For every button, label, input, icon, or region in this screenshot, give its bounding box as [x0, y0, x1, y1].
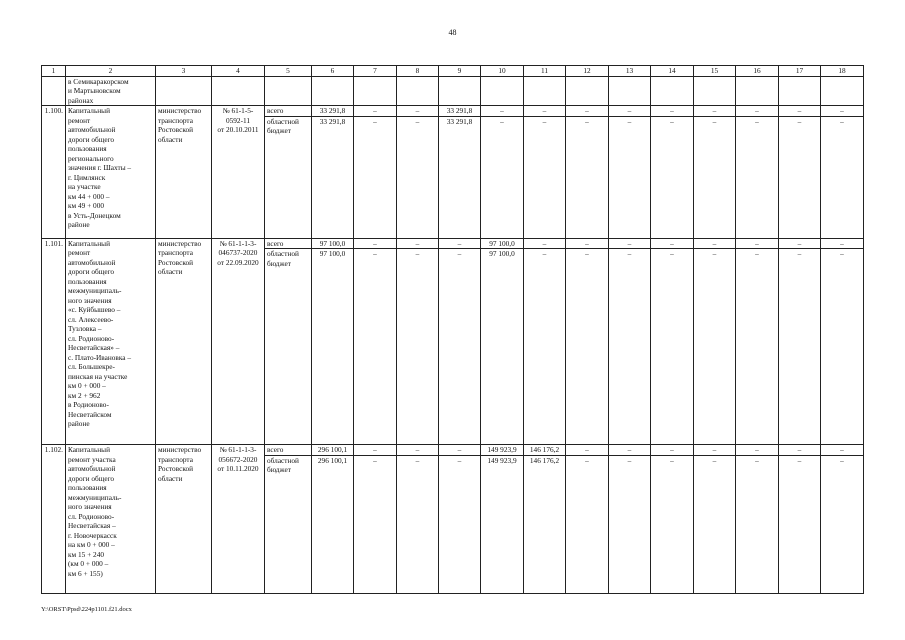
column-header: 9 [439, 66, 481, 77]
value-cell: – [779, 445, 821, 456]
value-cell: 33 291,8 [439, 106, 481, 117]
value-cell: – [609, 106, 651, 117]
value-cell: – [439, 455, 481, 593]
value-cell: – [821, 106, 864, 117]
value-cell: – [524, 238, 566, 249]
value-cell: – [481, 116, 524, 238]
value-cell: – [566, 106, 609, 117]
value-cell: – [397, 238, 439, 249]
funding-source: всего [265, 238, 312, 249]
value-cell: – [651, 445, 694, 456]
column-number-row [42, 66, 864, 77]
value-cell: 146 176,2 [524, 455, 566, 593]
table-row [42, 445, 864, 456]
value-cell: – [354, 238, 397, 249]
column-header: 3 [156, 66, 212, 77]
value-cell: – [609, 455, 651, 593]
value-cell: – [694, 445, 736, 456]
value-cell: – [779, 455, 821, 593]
column-header: 2 [66, 66, 156, 77]
value-cell: – [779, 249, 821, 445]
object-name: Капитальный ремонт автомобильной дороги общего пользования межмуниципаль- ного значения «с. Куйбышево – сл. Алексеево- Тузловка – сл. Родионово- Несветайская» – с. Плато-Ивановка – сл. Большекре- пинская на участке км 0 + 000 – км 2 + 962 в Родионово- Несветайском районе [66, 238, 156, 445]
row-number: 1.102. [42, 445, 66, 594]
value-cell: – [354, 116, 397, 238]
column-header: 11 [524, 66, 566, 77]
value-cell: 33 291,8 [439, 116, 481, 238]
customer-org: министерство транспорта Ростовской области [156, 238, 212, 445]
value-cell: 33 291,8 [312, 106, 354, 117]
column-header: 1 [42, 66, 66, 77]
value-cell: – [354, 249, 397, 445]
column-header: 15 [694, 66, 736, 77]
column-header: 13 [609, 66, 651, 77]
expertise-doc: № 61-1-5- 0592-11 от 20.10.2011 [212, 106, 265, 239]
value-cell: – [439, 445, 481, 456]
value-cell: – [354, 106, 397, 117]
column-header: 4 [212, 66, 265, 77]
value-cell: – [736, 249, 779, 445]
value-cell: – [694, 238, 736, 249]
funding-source: областной бюджет [265, 116, 312, 238]
value-cell: – [779, 116, 821, 238]
column-header: 14 [651, 66, 694, 77]
value-cell: – [397, 116, 439, 238]
value-cell: – [566, 116, 609, 238]
value-cell: – [397, 106, 439, 117]
budget-table [41, 65, 864, 594]
column-header: 5 [265, 66, 312, 77]
row-number: 1.100. [42, 106, 66, 239]
value-cell: – [694, 106, 736, 117]
funding-source: областной бюджет [265, 249, 312, 445]
value-cell: – [736, 106, 779, 117]
customer-org: министерство транспорта Ростовской области [156, 106, 212, 239]
value-cell: – [651, 249, 694, 445]
value-cell: – [566, 445, 609, 456]
row-number: 1.101. [42, 238, 66, 445]
value-cell: – [439, 238, 481, 249]
value-cell: – [821, 445, 864, 456]
expertise-doc: № 61-1-1-3- 056672-2020 от 10.11.2020 [212, 445, 265, 594]
value-cell: – [694, 455, 736, 593]
column-header: 18 [821, 66, 864, 77]
value-cell: – [566, 455, 609, 593]
object-name: Капитальный ремонт участка автомобильной дороги общего пользования межмуниципаль- ного значения сл. Родионово- Несветайская – г. Новочеркасск на км 0 + 000 – км 15 + 240 (км 0 + 000 – км 6 + 155) [66, 445, 156, 594]
value-cell: – [736, 238, 779, 249]
value-cell: 296 100,1 [312, 445, 354, 456]
customer-org: министерство транспорта Ростовской области [156, 445, 212, 594]
value-cell: – [397, 445, 439, 456]
column-header: 7 [354, 66, 397, 77]
value-cell: – [609, 249, 651, 445]
funding-source: всего [265, 106, 312, 117]
value-cell: – [821, 116, 864, 238]
value-cell: – [566, 238, 609, 249]
value-cell: 149 923,9 [481, 445, 524, 456]
value-cell: 149 923,9 [481, 455, 524, 593]
funding-source: областной бюджет [265, 455, 312, 593]
page-number: 48 [448, 28, 457, 37]
value-cell: 97 100,0 [312, 238, 354, 249]
value-cell: – [779, 238, 821, 249]
value-cell: – [694, 116, 736, 238]
footer-file-path: Y:\ORST\Ppsd\224p1101.f21.docx [41, 606, 132, 613]
value-cell: 97 100,0 [481, 238, 524, 249]
column-header: 16 [736, 66, 779, 77]
value-cell: – [524, 249, 566, 445]
value-cell: – [524, 116, 566, 238]
value-cell: – [821, 238, 864, 249]
value-cell: – [651, 116, 694, 238]
value-cell: – [736, 445, 779, 456]
carryover-name: в Семикаракорском и Мартыновском районах [66, 76, 156, 106]
column-header: 8 [397, 66, 439, 77]
value-cell: – [609, 445, 651, 456]
value-cell: – [651, 238, 694, 249]
value-cell: – [397, 455, 439, 593]
expertise-doc: № 61-1-1-3- 046737-2020 от 22.09.2020 [212, 238, 265, 445]
value-cell: – [397, 249, 439, 445]
value-cell: – [609, 116, 651, 238]
value-cell: – [354, 455, 397, 593]
value-cell: – [524, 106, 566, 117]
funding-source: всего [265, 445, 312, 456]
value-cell: – [821, 455, 864, 593]
value-cell: – [354, 445, 397, 456]
value-cell: – [439, 249, 481, 445]
column-header: 6 [312, 66, 354, 77]
object-name: Капитальный ремонт автомобильной дороги общего пользования регионального значения г. Шахты – г. Цимлянск на участке км 44 + 000 – км 49 + 000 в Усть-Донецком районе [66, 106, 156, 239]
column-header: 10 [481, 66, 524, 77]
value-cell: – [736, 116, 779, 238]
value-cell: 97 100,0 [481, 249, 524, 445]
column-header: 17 [779, 66, 821, 77]
value-cell: – [566, 249, 609, 445]
column-header: 12 [566, 66, 609, 77]
value-cell: – [609, 238, 651, 249]
value-cell: – [651, 455, 694, 593]
value-cell: – [651, 106, 694, 117]
value-cell: 97 100,0 [312, 249, 354, 445]
carryover-row [42, 76, 864, 106]
value-cell: – [821, 249, 864, 445]
value-cell: – [736, 455, 779, 593]
value-cell: 146 176,2 [524, 445, 566, 456]
value-cell: 33 291,8 [312, 116, 354, 238]
value-cell: – [779, 106, 821, 117]
table-row [42, 106, 864, 117]
table-row [42, 238, 864, 249]
value-cell: – [694, 249, 736, 445]
value-cell: – [481, 106, 524, 117]
value-cell: 296 100,1 [312, 455, 354, 593]
